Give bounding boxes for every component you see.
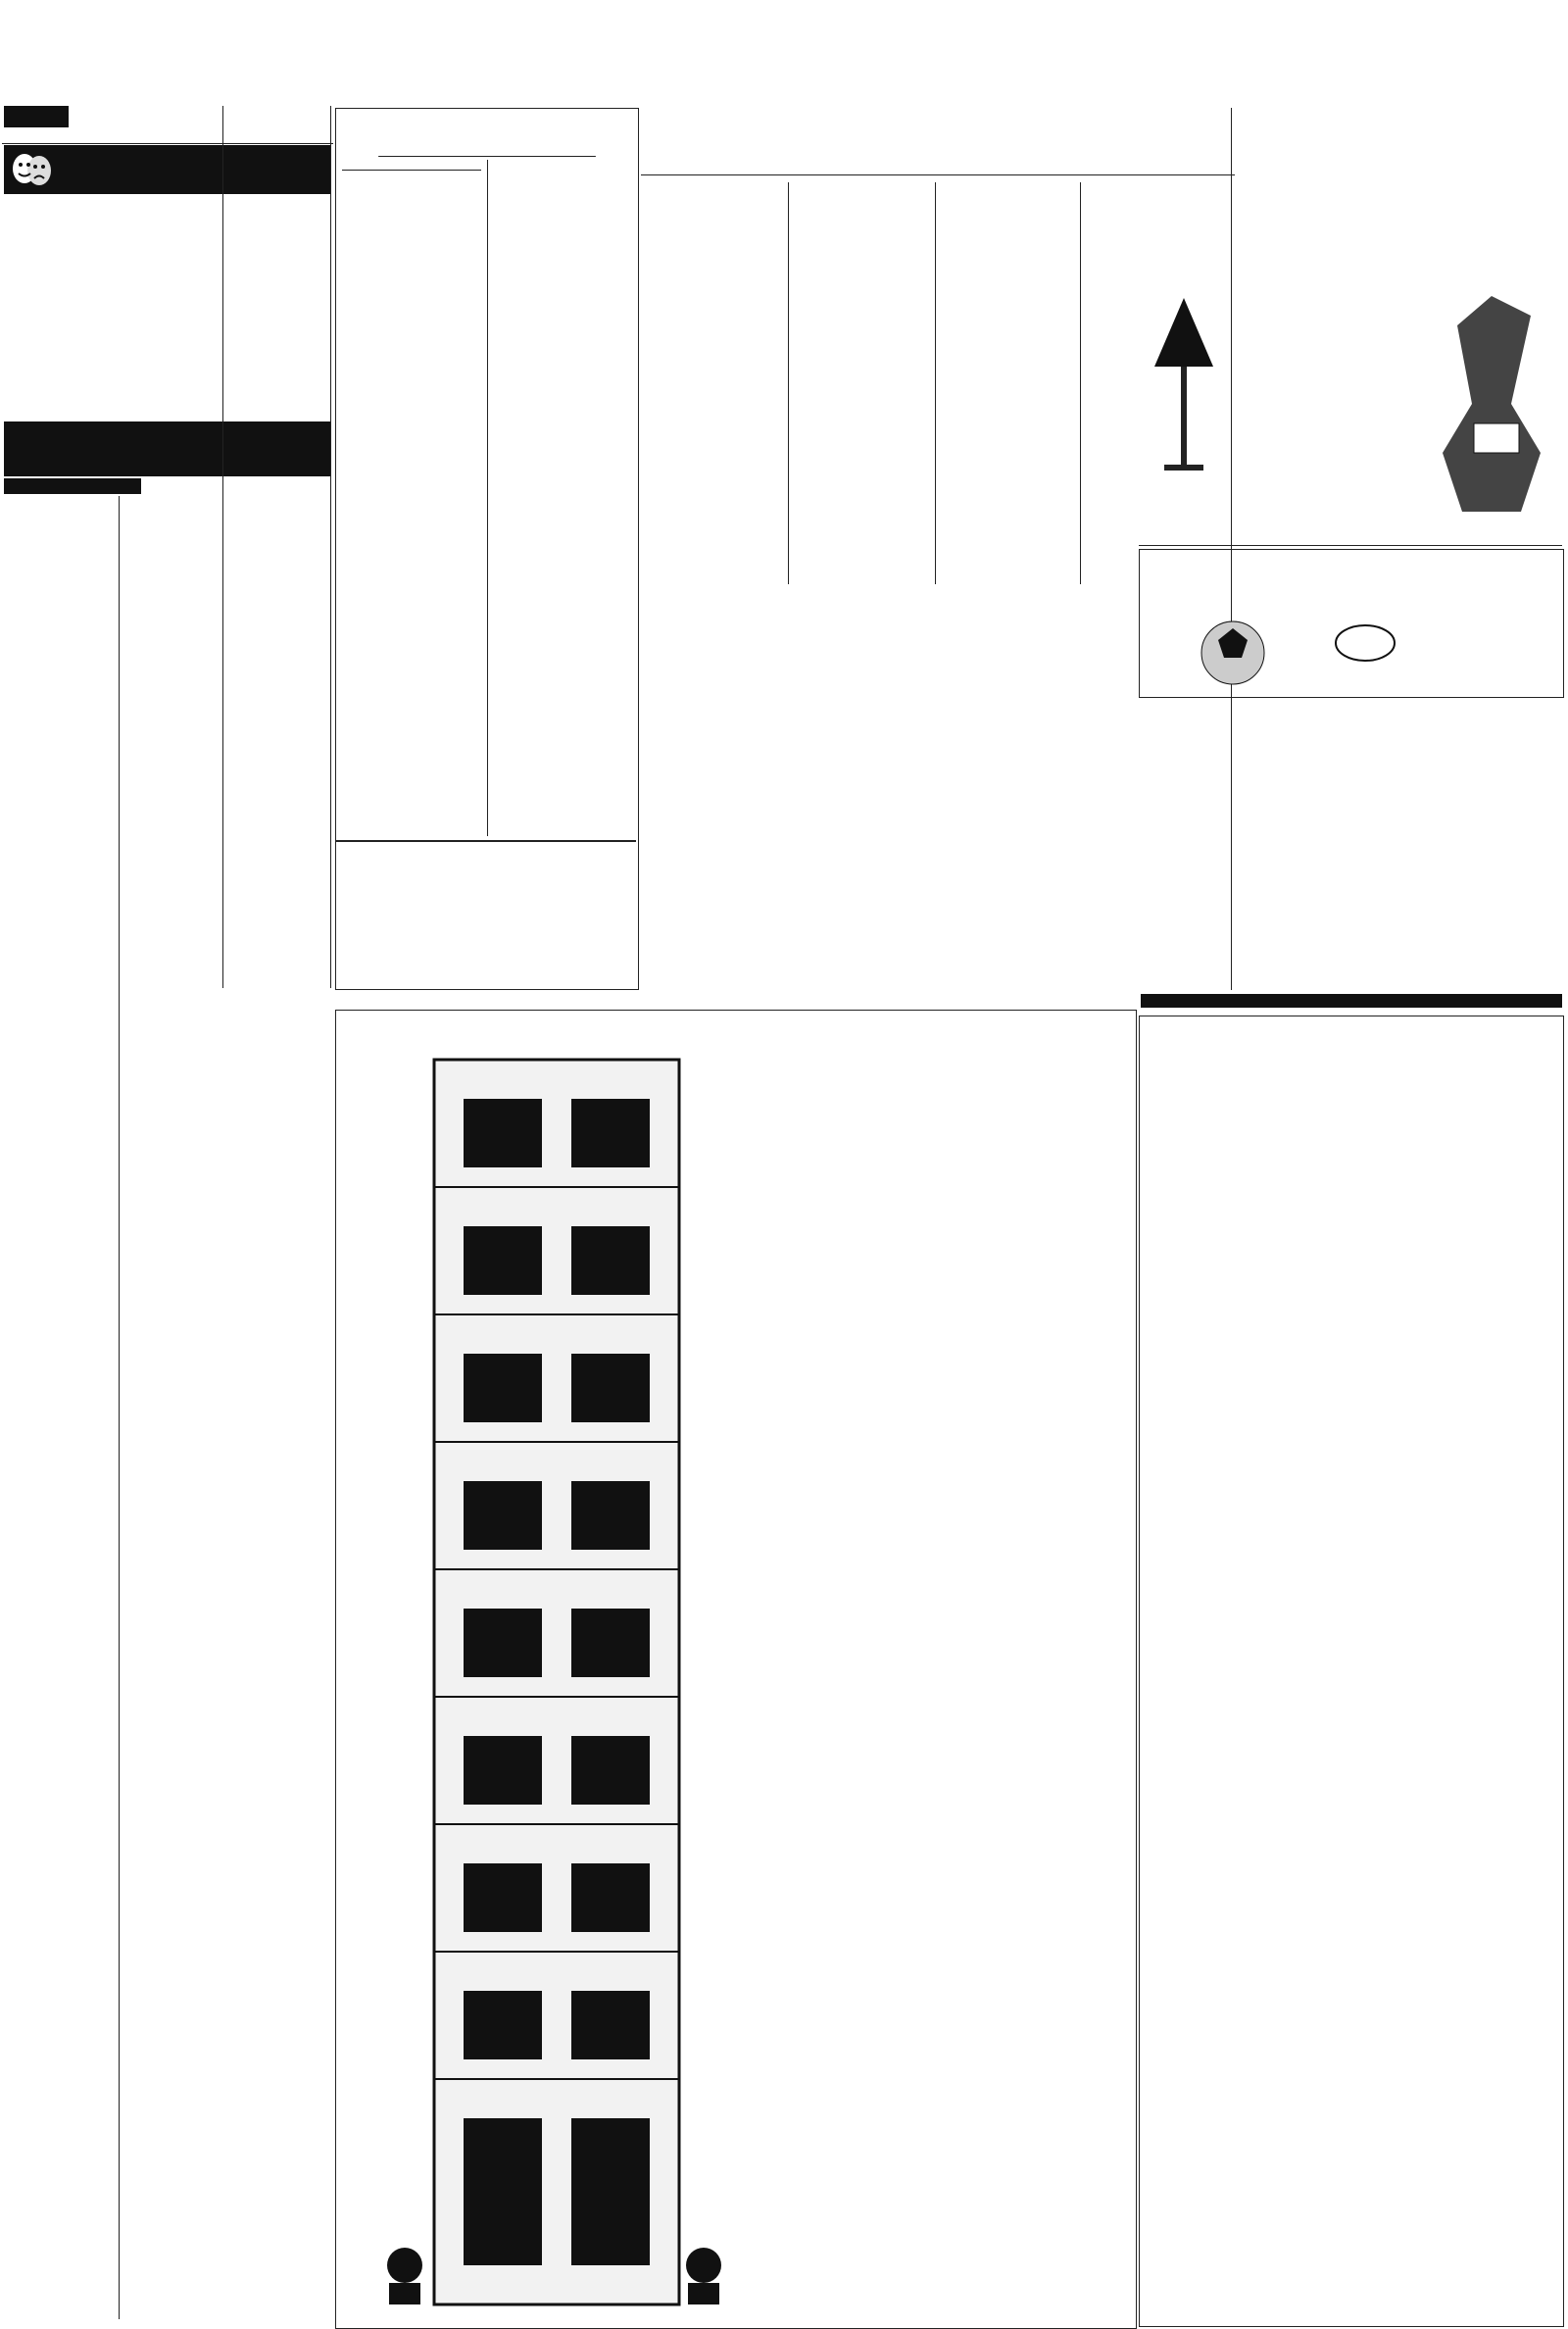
propo-logo: [1172, 961, 1335, 992]
yemen-column-1: [645, 182, 784, 584]
propo-subtitle: [1141, 994, 1562, 1008]
martini-bottle-image: [1433, 286, 1560, 521]
propo-bar: [1141, 961, 1562, 1010]
radio-column-2: [122, 496, 220, 986]
radio-column-1: [4, 496, 116, 2319]
yemen-column-3: [939, 182, 1076, 584]
theatre-masks-icon: [10, 151, 53, 188]
propo-promo: [1139, 549, 1564, 698]
radio-column-3: [225, 106, 327, 988]
diale-list: [1147, 774, 1558, 951]
coupon-badge: [1326, 619, 1404, 668]
lamp-illustration: [1145, 288, 1223, 474]
races-headline: [378, 109, 596, 157]
yemen-column-2: [792, 182, 931, 584]
races-section: [335, 108, 639, 990]
football-icon: [1199, 619, 1267, 687]
lottery-building-ad: [335, 1010, 1137, 2329]
radio-subtitle: [4, 478, 141, 494]
building-illustration: [375, 1040, 728, 2314]
steamship-schedule: [337, 882, 635, 1000]
newspaper-logo: [4, 106, 69, 127]
announcements: [1139, 1016, 1564, 2327]
